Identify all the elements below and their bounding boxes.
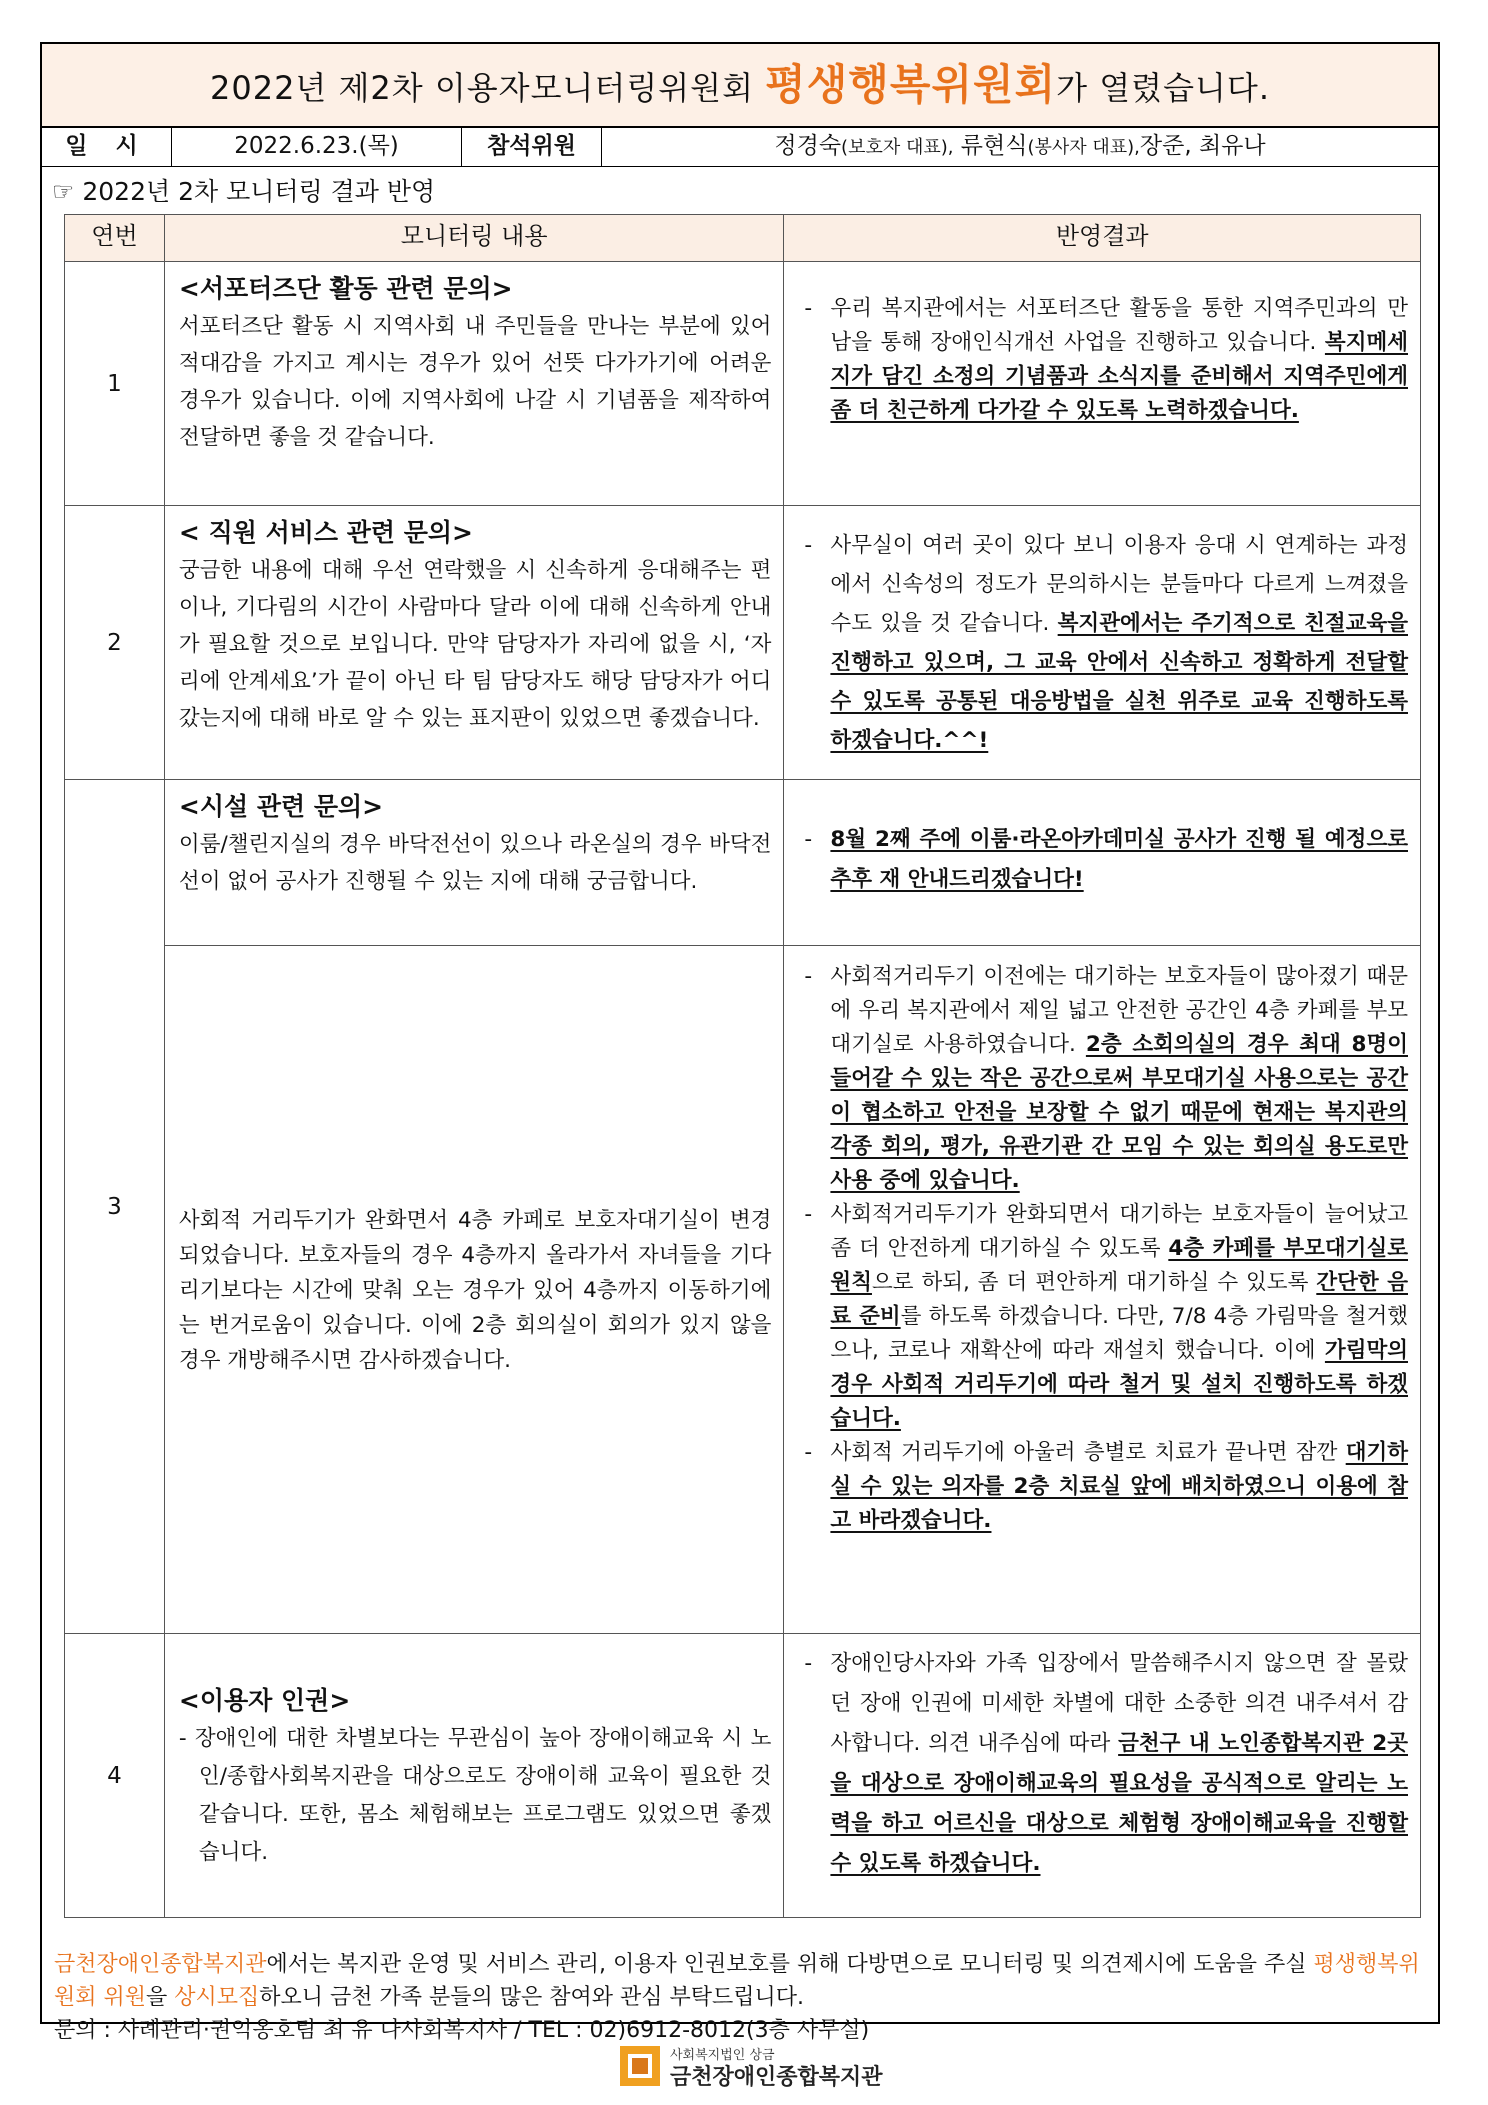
table-row <box>65 262 1421 506</box>
answer-emphasis: 복지관에서는 주기적으로 친절교육을 진행하고 있으며, 그 교육 안에서 신속하고 정확하게 전달할 수 있도록 공통된 대응방법을 실천 위주로 교육 진행하도록 하겠습니다.^^! <box>830 611 1408 753</box>
answer-text: 으로 하되, 좀 더 편안하게 대기하실 수 있도록 <box>871 1270 1317 1295</box>
question-body: 서포터즈단 활동 시 지역사회 내 주민들을 만나는 부분에 있어 적대감을 가지고 계시는 경우가 있어 선뜻 다가가기에 어려운 경우가 있습니다. 이에 지역사회에 나갈 시 기념품을 제작하여 전달하면 좋을 것 같습니다. <box>178 314 772 450</box>
answer-text: 사회적거리두기가 완화되면서 대기하는 보호자들이 늘어났고 좀 더 안전하게 대기하실 수 있도록 <box>830 1202 1408 1261</box>
document-frame <box>40 42 1440 2043</box>
attendee-1-role: (보호자 대표), <box>841 137 954 158</box>
question-title: <서포터즈단 활동 관련 문의> <box>178 274 513 303</box>
row-answer <box>784 946 1421 1634</box>
row-question <box>164 946 784 1634</box>
date-value: 2022.6.23.(목) <box>172 126 462 166</box>
answer-emphasis: 금천구 내 노인종합복지관 2곳을 대상으로 장애이해교육의 필요성을 공식적으로 알리는 노력을 하고 어르신을 대상으로 체험형 장애이해교육을 진행할 수 있도록 하겠습니다. <box>830 1731 1408 1876</box>
table-row <box>65 506 1421 780</box>
logo-subtitle: 사회복지법인 상금 <box>670 2048 775 2063</box>
question-title: < 직원 서비스 관련 문의> <box>178 518 473 547</box>
title-prefix: 2022년 제2차 이용자모니터링위원회 <box>209 69 766 107</box>
meeting-info <box>42 126 1438 167</box>
footer-notice <box>54 1948 1429 2047</box>
row-number: 1 <box>65 262 165 506</box>
answer-emphasis: 4층 카페를 부모대기실로 원칙 <box>830 1236 1408 1295</box>
answer-text: 를 하도록 하겠습니다. 다만, 7/8 4층 가림막을 철거했으나, 코로나 재확산에 따라 재설치 했습니다. 이에 <box>830 1304 1408 1363</box>
question-title: <시설 관련 문의> <box>178 792 384 821</box>
question-body: - 장애인에 대한 차별보다는 무관심이 높아 장애이해교육 시 노인/종합사회복지관을 대상으로도 장애이해 교육이 필요한 것 같습니다. 또한, 몸소 체험해보는 프로그램도 있었으면 좋겠습니다. <box>178 1725 772 1865</box>
title-suffix: 가 열렸습니다. <box>1056 69 1270 107</box>
question-body: 궁금한 내용에 대해 우선 연락했을 시 신속하게 응대해주는 편이나, 기다림의 시간이 사람마다 달라 이에 대해 신속하게 안내가 필요할 것으로 보입니다. 만약 담당자가 자리에 없을 시, ‘자리에 안계세요’가 끝이 아닌 타 팀 담당자도 해당 담당자가 어디 갔는지에 대해 바로 알 수 있는 표지판이 있었으면 좋겠습니다. <box>178 558 772 731</box>
section-title: ☞ 2022년 2차 모니터링 결과 반영 <box>52 177 436 206</box>
logo-name: 금천장애인종합복지관 <box>670 2065 883 2090</box>
table-row <box>65 946 1421 1634</box>
row-answer <box>784 1634 1421 1918</box>
footer-committee: 평생행복위원회 위원 <box>54 1952 1420 2010</box>
date-label: 일 시 <box>42 126 172 166</box>
answer-text: 사회적거리두기 이전에는 대기하는 보호자들이 많아졌기 때문에 우리 복지관에서 제일 넓고 안전한 공간인 4층 카페를 부모대기실로 사용하였습니다. <box>830 964 1408 1057</box>
footer-recruit: 상시모집 <box>174 1985 260 2010</box>
row-number: 3 <box>65 780 165 1634</box>
answer-emphasis: 가림막의 경우 사회적 거리두기에 따라 철거 및 설치 진행하도록 하겠습니다. <box>830 1338 1408 1431</box>
answer-text: 장애인당사자와 가족 입장에서 말씀해주시지 않으면 잘 몰랐던 장애 인권에 미세한 차별에 대한 소중한 의견 내주셔서 감사합니다. 의견 내주심에 따라 <box>830 1651 1408 1756</box>
row-answer <box>784 262 1421 506</box>
footer-text: 에서는 복지관 운영 및 서비스 관리, 이용자 인권보호를 위해 다방면으로 모니터링 및 의견제시에 도움을 주실 <box>266 1952 1314 1977</box>
answer-text: 우리 복지관에서는 서포터즈단 활동을 통한 지역주민과의 만남을 통해 장애인식개선 사업을 진행하고 있습니다. <box>830 296 1408 355</box>
row-question <box>164 1634 784 1918</box>
attendee-list <box>602 126 1438 166</box>
header-result: 반영결과 <box>784 215 1421 262</box>
page-title <box>42 44 1438 128</box>
answer-emphasis: 8월 2째 주에 이룸·라온아카데미실 공사가 진행 될 예정으로 추후 재 안내드리겠습니다! <box>830 827 1408 892</box>
header-content: 모니터링 내용 <box>164 215 784 262</box>
answer-text: 사무실이 여러 곳이 있다 보니 이용자 응대 시 연계하는 과정에서 신속성의 정도가 문의하시는 분들마다 다르게 느껴졌을 수도 있을 것 같습니다. <box>830 533 1408 636</box>
answer-emphasis: 복지메세지가 담긴 소정의 기념품과 소식지를 준비해서 지역주민에게 좀 더 친근하게 다가갈 수 있도록 노력하겠습니다. <box>830 330 1408 423</box>
monitoring-table <box>64 214 1421 1918</box>
row-question <box>164 780 784 946</box>
table-row <box>65 780 1421 946</box>
row-question <box>164 262 784 506</box>
row-question <box>164 506 784 780</box>
row-answer <box>784 780 1421 946</box>
footer-org: 금천장애인종합복지관 <box>54 1952 267 1977</box>
row-answer <box>784 506 1421 780</box>
answer-text: 사회적 거리두기에 아울러 층별로 치료가 끝나면 잠깐 <box>830 1440 1346 1465</box>
org-logo <box>620 2040 900 2092</box>
footer-text: 을 <box>146 1985 175 2010</box>
attendee-2-role: (봉사자 대표), <box>1027 137 1140 158</box>
question-body: 이룸/챌린지실의 경우 바닥전선이 있으나 라온실의 경우 바닥전선이 없어 공사가 진행될 수 있는 지에 대해 궁금합니다. <box>178 832 772 894</box>
question-title: <이용자 인권> <box>178 1685 351 1715</box>
question-body: 사회적 거리두기가 완화면서 4층 카페로 보호자대기실이 변경되었습니다. 보호자들의 경우 4층까지 올라가서 자녀들을 기다리기보다는 시간에 맞춰 오는 경우가 있어 4층까지 이동하기에는 번거로움이 있습니다. 이에 2층 회의실이 회의가 있지 않을 경우 개방해주시면 감사하겠습니다. <box>178 1208 772 1373</box>
footer-text: 하오니 금천 가족 분들의 많은 참여와 관심 부탁드립니다. <box>259 1985 805 2010</box>
row-number: 2 <box>65 506 165 780</box>
footer-contact: 문의 : 사례관리·권익옹호팀 최 유 나사회복지사 / TEL : 02)6912-8012(3층 사무실) <box>54 2018 870 2043</box>
header-num: 연번 <box>65 215 165 262</box>
row-number: 4 <box>65 1634 165 1918</box>
answer-emphasis: 간단한 음료 준비 <box>830 1270 1408 1329</box>
title-highlight: 평생행복위원회 <box>765 60 1057 109</box>
attendee-label: 참석위원 <box>462 126 602 166</box>
table-row <box>65 1634 1421 1918</box>
attendee-2: 류현식 <box>953 133 1028 159</box>
answer-emphasis: 대기하실 수 있는 의자를 2층 치료실 앞에 배치하였으니 이용에 참고 바라겠습니다. <box>830 1440 1408 1533</box>
logo-icon <box>620 2046 660 2086</box>
attendee-1: 정경숙 <box>774 133 842 159</box>
attendee-3: 장준, 최유나 <box>1139 133 1266 159</box>
answer-emphasis: 2층 소회의실의 경우 최대 8명이 들어갈 수 있는 작은 공간으로써 부모대기실 사용으로는 공간이 협소하고 안전을 보장할 수 없기 때문에 현재는 복지관의 각종 회의, 평가, 유관기관 간 모임 수 있는 회의실 용도로만 사용 중에 있습니다. <box>830 1032 1408 1193</box>
